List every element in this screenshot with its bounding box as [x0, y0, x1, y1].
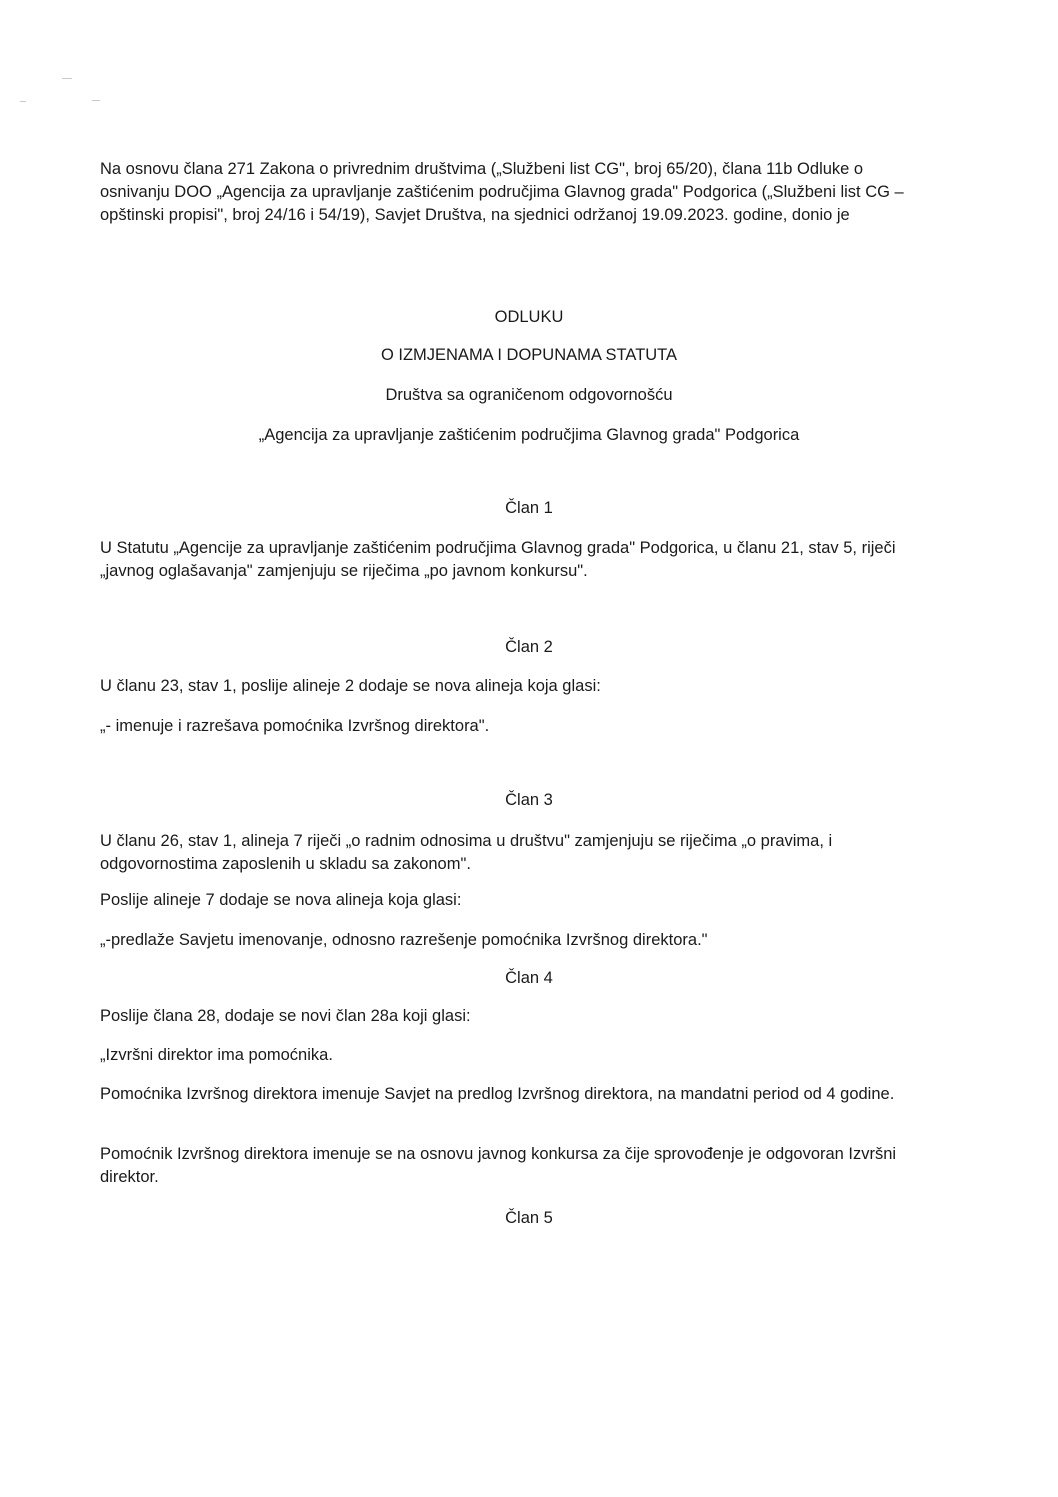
article-heading: Član 1 [505, 499, 553, 517]
decision-title: ODLUKU [494, 308, 564, 326]
article-heading: Član 4 [505, 969, 553, 987]
article-paragraph: Poslije alineje 7 dodaje se nova alineja koja glasi: [100, 891, 462, 909]
article-paragraph: „- imenuje i razrešava pomoćnika Izvršnog direktora". [100, 717, 490, 735]
decision-subtitle: O IZMJENAMA I DOPUNAMA STATUTA [380, 346, 678, 364]
article-paragraph: „-predlaže Savjetu imenovanje, odnosno razrešenje pomoćnika Izvršnog direktora." [100, 931, 708, 949]
article-paragraph: U Statutu „Agencije za upravljanje zaštićenim područjima Glavnog grada" Podgorica, u članu 21, stav 5, riječi „javnog oglašavanja" zamjenjuju se riječima „po javnom konkursu". [100, 539, 896, 580]
article-heading: Član 3 [505, 791, 553, 809]
article-heading: Član 2 [505, 638, 553, 656]
company-name: „Agencija za upravljanje zaštićenim područjima Glavnog grada" Podgorica [258, 426, 800, 444]
company-type: Društva sa ograničenom odgovornošću [385, 386, 673, 404]
scan-artifact [92, 100, 100, 101]
article-paragraph: U članu 23, stav 1, poslije alineje 2 dodaje se nova alineja koja glasi: [100, 677, 601, 695]
article-paragraph: „Izvršni direktor ima pomoćnika. [100, 1046, 333, 1064]
article-paragraph: U članu 26, stav 1, alineja 7 riječi „o radnim odnosima u društvu" zamjenjuju se riječima „o pravima, i odgovornostima zaposlenih u skladu sa zakonom". [100, 832, 833, 873]
scan-artifact [20, 101, 26, 102]
scan-artifact [62, 78, 72, 79]
article-paragraph: Pomoćnik Izvršnog direktora imenuje se na osnovu javnog konkursa za čije sprovođenje je odgovoran Izvršni direktor. [100, 1145, 897, 1186]
preamble: Na osnovu člana 271 Zakona o privrednim društvima („Službeni list CG", broj 65/20), člana 11b Odluke o osnivanju DOO „Agencija za upravljanje zaštićenim područjima Glavnog grada" Podgorica („Službeni list CG – opštinski propisi", broj 24/16 i 54/19), Savjet Društva, na sjednici održanoj 19.09.2023. godine, donio je [100, 160, 904, 224]
article-paragraph: Pomoćnika Izvršnog direktora imenuje Savjet na predlog Izvršnog direktora, na mandatni period od 4 godine. [100, 1085, 895, 1103]
article-heading: Član 5 [505, 1209, 553, 1227]
article-paragraph: Poslije člana 28, dodaje se novi član 28a koji glasi: [100, 1007, 471, 1025]
